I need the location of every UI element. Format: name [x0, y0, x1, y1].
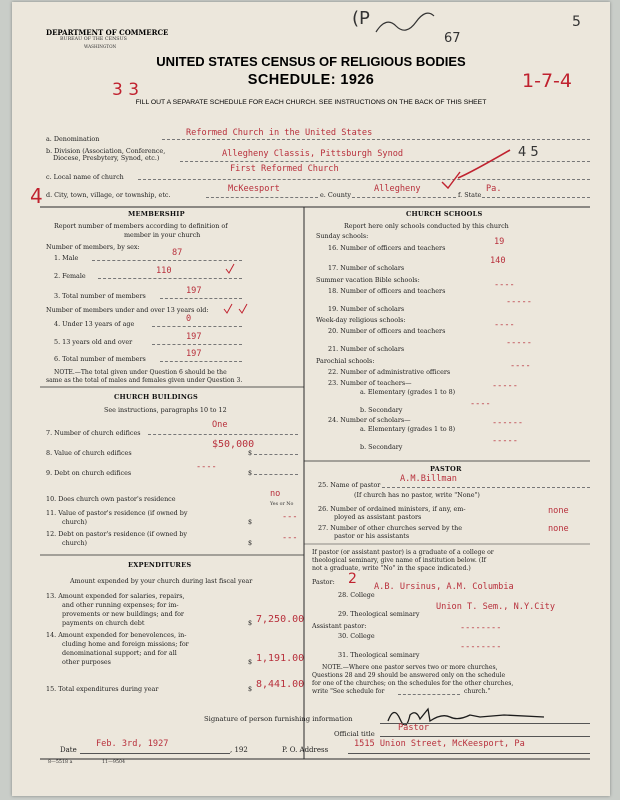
q13-value[interactable]: 7,250.00 [256, 614, 305, 625]
q9-value[interactable]: ---- [196, 462, 217, 472]
q26-label-2: ployed as assistant pastors [334, 513, 422, 521]
address-label: P. O. Address [282, 746, 329, 754]
q12-dollar: $ [248, 539, 253, 547]
date-label: Date [60, 746, 77, 754]
q28-value[interactable]: A.B. Ursinus, A.M. Columbia [374, 582, 514, 592]
q24b-value[interactable]: ----- [492, 436, 518, 446]
q25-label: 25. Name of pastor [318, 481, 381, 489]
q17-value[interactable]: 140 [490, 256, 506, 266]
q2-value[interactable]: 110 [156, 266, 172, 276]
q5-value[interactable]: 197 [186, 332, 202, 342]
q21-value[interactable]: ----- [506, 338, 532, 348]
denomination-value[interactable]: Reformed Church in the United States [186, 128, 373, 138]
state-label: f. State [458, 191, 482, 199]
schools-title: CHURCH SCHOOLS [406, 210, 483, 218]
q5-label: 5. 13 years old and over [54, 338, 133, 346]
county-value[interactable]: Allegheny [374, 184, 421, 194]
pastor-note-1: NOTE.—Where one pastor serves two or more churches, [322, 664, 498, 671]
bureau-name: BUREAU OF THE CENSUS [60, 37, 127, 42]
parochial-schools-label: Parochial schools: [316, 357, 375, 365]
q25-value[interactable]: A.M.Billman [400, 474, 457, 484]
pastor-section-label: Pastor: [312, 578, 335, 586]
q14-dollar: $ [248, 658, 253, 666]
q7-value[interactable]: One [212, 420, 228, 430]
q15-label: 15. Total expenditures during year [46, 685, 159, 693]
q31-value[interactable]: -------- [460, 642, 502, 652]
date-year-suffix: , 192 [230, 746, 248, 754]
expenditures-intro: Amount expended by your church during last fiscal year [70, 577, 253, 585]
denomination-label: a. Denomination [46, 135, 100, 143]
membership-note-1: NOTE.—The total given under Question 6 should be the [54, 369, 227, 376]
q14-label-4: other purposes [62, 658, 111, 666]
q11-value[interactable]: --- [282, 512, 298, 522]
q25-rule [382, 487, 590, 488]
q12-value[interactable]: --- [282, 533, 298, 543]
department-name: DEPARTMENT OF COMMERCE [46, 28, 169, 37]
q6-value[interactable]: 197 [186, 349, 202, 359]
q29-value[interactable]: Union T. Sem., N.Y.City [436, 602, 555, 612]
buildings-title: CHURCH BUILDINGS [114, 393, 198, 401]
division-label-2: Diocese, Presbytery, Synod, etc.) [53, 154, 160, 162]
q1-value[interactable]: 87 [172, 248, 183, 258]
page-number: 67 [444, 31, 461, 46]
members-by-sex-label: Number of members, by sex: [46, 243, 140, 251]
local-name-value[interactable]: First Reformed Church [230, 164, 339, 174]
buildings-intro: See instructions, paragraphs 10 to 12 [104, 406, 227, 414]
q14-label-1: 14. Amount expended for benevolences, in- [46, 631, 187, 639]
q23a-label: a. Elementary (grades 1 to 8) [360, 388, 456, 396]
q15-dollar: $ [248, 685, 253, 693]
q9-label: 9. Debt on church edifices [46, 469, 132, 477]
q5-rule [152, 344, 242, 345]
q22-label: 22. Number of administrative officers [328, 368, 451, 376]
q19-value[interactable]: ----- [506, 297, 532, 307]
q21-label: 21. Number of scholars [328, 345, 405, 353]
q12-label-2: church) [62, 539, 88, 547]
q8-dollar: $ [248, 449, 253, 457]
q11-label-2: church) [62, 518, 88, 526]
schools-intro: Report here only schools conducted by this church [344, 222, 509, 230]
official-title-rule [380, 736, 590, 737]
q25-note: (If church has no pastor, write "None") [354, 491, 480, 499]
census-schedule-page [12, 2, 610, 796]
form-title: UNITED STATES CENSUS OF RELIGIOUS BODIES [156, 54, 466, 69]
address-rule [348, 753, 590, 754]
handwritten-mark-left: 3 3 [112, 80, 140, 100]
q20-value[interactable]: ---- [494, 320, 515, 330]
q6-label: 6. Total number of members [54, 355, 146, 363]
expenditures-title: EXPENDITURES [128, 561, 192, 569]
q27-value[interactable]: none [548, 524, 569, 534]
local-name-label: c. Local name of church [46, 173, 124, 181]
q31-label: 31. Theological seminary [338, 651, 420, 659]
division-label-1: b. Division (Association, Conference, [46, 147, 166, 155]
q24a-label: a. Elementary (grades 1 to 8) [360, 425, 456, 433]
q10-yes-no-hint: Yes or No [270, 502, 294, 507]
sunday-schools-label: Sunday schools: [316, 232, 369, 240]
q4-rule [152, 326, 242, 327]
schedule-title: SCHEDULE: 1926 [247, 72, 375, 88]
q7-rule [148, 434, 298, 435]
q4-label: 4. Under 13 years of age [54, 320, 135, 328]
print-number: 11—9504 [102, 760, 126, 765]
q13-label-1: 13. Amount expended for salaries, repairs, [46, 592, 185, 600]
q30-label: 30. College [338, 632, 375, 640]
q23-label: 23. Number of teachers— [328, 379, 412, 387]
q15-value[interactable]: 8,441.00 [256, 679, 305, 690]
q19-label: 19. Number of scholars [328, 305, 405, 313]
q7-label: 7. Number of church edifices [46, 429, 141, 437]
q18-value[interactable]: ---- [494, 280, 515, 290]
address-value[interactable]: 1515 Union Street, McKeesport, Pa [354, 739, 525, 749]
under-over-label: Number of members under and over 13 years old: [46, 306, 209, 314]
signature-scribble [384, 703, 564, 725]
form-instructions: FILL OUT A SEPARATE SCHEDULE FOR EACH CHURCH. SEE INSTRUCTIONS ON THE BACK OF THIS SHEET [135, 99, 487, 106]
q2-rule [98, 278, 242, 279]
q16-label: 16. Number of officers and teachers [328, 244, 446, 252]
q26-value[interactable]: none [548, 506, 569, 516]
q3-label: 3. Total number of members [54, 292, 146, 300]
q4-value[interactable]: 0 [186, 314, 192, 324]
q11-dollar: $ [248, 518, 253, 526]
handwritten-pastor-mark: 2 [348, 571, 357, 587]
q20-label: 20. Number of officers and teachers [328, 327, 446, 335]
q1-label: 1. Male [54, 254, 79, 262]
q23b-value[interactable]: ---- [470, 399, 491, 409]
membership-title: MEMBERSHIP [128, 210, 185, 218]
pastor-note-5: church." [464, 688, 491, 695]
q8-label: 8. Value of church edifices [46, 449, 132, 457]
q6-rule [160, 361, 242, 362]
q17-label: 17. Number of scholars [328, 264, 405, 272]
q16-value[interactable]: 19 [494, 237, 505, 247]
handwritten-margin-mark: 4 [30, 184, 43, 208]
q27-label-1: 27. Number of other churches served by the [318, 524, 463, 532]
graduate-note-2: theological seminary, give name of institution below. (If [312, 557, 486, 564]
q13-label-4: payments on church debt [62, 619, 145, 627]
q9-dollar: $ [248, 469, 253, 477]
graduate-note-1: If pastor (or assistant pastor) is a graduate of a college or [312, 549, 494, 556]
weekday-schools-label: Week-day religious schools: [316, 316, 406, 324]
q22-value[interactable]: ---- [510, 361, 531, 371]
handwritten-mark-right: 1-7-4 [522, 70, 572, 92]
q24-label: 24. Number of scholars— [328, 416, 411, 424]
pastor-title: PASTOR [430, 465, 462, 473]
bureau-city: WASHINGTON [84, 44, 117, 49]
q12-label-1: 12. Debt on pastor's residence (if owned by [46, 530, 188, 538]
q29-label: 29. Theological seminary [338, 610, 420, 618]
city-value[interactable]: McKeesport [228, 184, 280, 194]
page-code: (P [352, 8, 370, 29]
membership-note-2: same as the total of males and females given under Question 3. [46, 377, 243, 384]
q10-label: 10. Does church own pastor's residence [46, 495, 176, 503]
q27-label-2: pastor or his assistants [334, 532, 410, 540]
q28-label: 28. College [338, 591, 375, 599]
q3-rule [160, 298, 242, 299]
pastor-note-rule [398, 694, 460, 695]
q2-label: 2. Female [54, 272, 86, 280]
county-label: e. County [320, 191, 351, 199]
q14-value[interactable]: 1,191.00 [256, 653, 305, 664]
q10-value[interactable]: no [270, 489, 281, 499]
pastor-note-2: Questions 28 and 29 should be answered only on the schedule [312, 672, 506, 679]
form-rules [12, 2, 610, 796]
q1-rule [92, 260, 242, 261]
division-value[interactable]: Allegheny Classis, Pittsburgh Synod [222, 149, 404, 159]
q26-label-1: 26. Number of ordained ministers, if any, em- [318, 505, 466, 513]
q24b-label: b. Secondary [360, 443, 403, 451]
summer-schools-label: Summer vacation Bible schools: [316, 276, 420, 284]
date-value[interactable]: Feb. 3rd, 1927 [96, 739, 169, 749]
q24a-value[interactable]: ------ [492, 418, 524, 428]
membership-intro-1: Report number of members according to definition of [54, 222, 228, 230]
q13-dollar: $ [248, 619, 253, 627]
q23a-value[interactable]: ----- [492, 381, 518, 391]
membership-intro-2: member in your church [124, 231, 201, 239]
q23b-label: b. Secondary [360, 406, 403, 414]
q13-label-2: and other running expenses; for im- [62, 601, 179, 609]
pastor-note-3: for one of the churches; on the schedules for the other churches, [312, 680, 514, 687]
q8-value[interactable]: $50,000 [212, 439, 255, 450]
form-number: 8—5518 a [48, 760, 73, 765]
q18-label: 18. Number of officers and teachers [328, 287, 446, 295]
pastor-note-4: write "See schedule for [312, 688, 385, 695]
graduate-note-3: not a graduate, write "No" in the space indicated.) [312, 565, 471, 572]
q8-rule [254, 454, 298, 455]
date-rule [80, 753, 230, 754]
q14-label-2: cluding home and foreign missions; for [62, 640, 189, 648]
state-value[interactable]: Pa. [486, 184, 502, 194]
q13-label-3: provements or new buildings; and for [62, 610, 184, 618]
official-title-label: Official title [334, 730, 375, 738]
signature-label: Signature of person furnishing information [204, 715, 353, 723]
q30-value[interactable]: -------- [460, 623, 502, 633]
q9-rule [254, 474, 298, 475]
city-label: d. City, town, village, or township, etc. [46, 191, 171, 199]
official-title-value[interactable]: Pastor [398, 723, 430, 733]
assistant-pastor-label: Assistant pastor: [312, 622, 367, 630]
page-small-number: 5 [572, 14, 581, 30]
q3-value[interactable]: 197 [186, 286, 202, 296]
q14-label-3: denominational support; and for all [62, 649, 177, 657]
q11-label-1: 11. Value of pastor's residence (if owned by [46, 509, 188, 517]
handwritten-ratio: 4 5 [518, 145, 539, 160]
